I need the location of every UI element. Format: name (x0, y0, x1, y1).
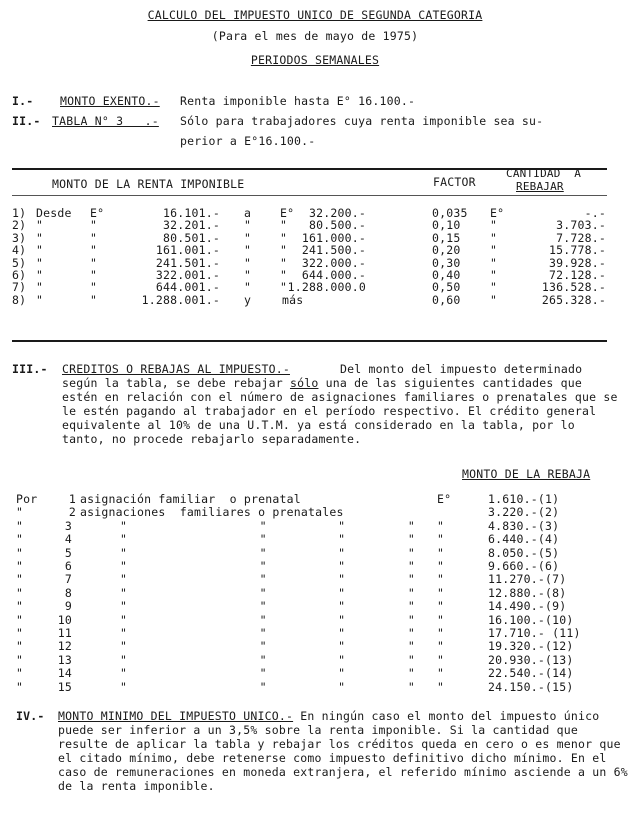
tax-row-1-cur3: E° (490, 206, 505, 220)
credit-row-14-cur: " (437, 666, 445, 681)
tax-row-7-n: 7) (12, 280, 27, 295)
tax-row-1-factor: 0,035 (432, 206, 468, 220)
document-subtitle: (Para el mes de mayo de 1975) (211, 29, 419, 43)
tax-row-5-to: 322.000.- (301, 255, 366, 270)
section-3-paragraph (62, 362, 622, 446)
tax-row-1-cur2: E° (280, 206, 295, 220)
credit-row-2-n: 2 (68, 505, 76, 520)
tax-row-5-rebajar: 39.928.- (549, 255, 606, 270)
credit-row-11-desc: " " " " (120, 626, 417, 640)
tax-row-8-cur3: " (490, 292, 498, 307)
table-header-cantidad-2: REBAJAR (516, 180, 564, 193)
section-4-number: IV.- (16, 709, 45, 723)
section-2-text-line2: perior a E°16.100.- (180, 134, 316, 148)
credit-row-6-desc: " " " " (120, 559, 417, 573)
credit-row-12-amount: 19.320.-(12) (488, 639, 574, 654)
credit-row-14-n: 14 (57, 666, 72, 681)
credit-row-7-amount: 11.270.-(7) (488, 572, 567, 587)
table-header-monto: MONTO DE LA RENTA IMPONIBLE (52, 177, 245, 191)
credit-row-2-por: " (16, 505, 24, 520)
credit-row-14-por: " (16, 666, 24, 681)
tax-row-4-cur3: " (490, 243, 498, 258)
tax-row-3-cur1: " (90, 230, 98, 245)
credit-row-15-desc: " " " " (120, 679, 417, 694)
credit-row-2-desc: asignaciones familiares o prenatales (80, 505, 344, 520)
tax-row-5-n: 5) (12, 255, 27, 270)
credit-row-12-cur: " (437, 639, 445, 654)
section-1-text: Renta imponible hasta E° 16.100.- (180, 94, 416, 108)
tax-row-3-cur2: " (280, 230, 288, 245)
credit-row-14-desc: " " " " (120, 666, 417, 681)
tax-row-4-a: " (244, 243, 252, 258)
section-4-heading: MONTO MINIMO DEL IMPUESTO UNICO.- (58, 709, 294, 723)
credit-row-11-n: 11 (57, 626, 72, 640)
credit-row-11-amount: 17.710.- (11) (488, 626, 581, 640)
section-4-text: En ningún caso el monto del impuesto único puede ser inferior a un 3,5% sobre la renta imponible. Si la cantidad que resulte de aplicar la tabla y rebajar los créditos queda en cero o es menor que el citado mínimo, debe retenerse como impuesto definitivo dicho mínimo. En el caso de remuneraciones en moneda extranjera, el referido mínimo asciende a un 6% de la renta imponible. (58, 709, 628, 793)
tax-row-3-rebajar: 7.728.- (556, 230, 606, 245)
tax-row-4-rebajar: 15.778.- (549, 243, 606, 258)
tax-row-6-a: " (244, 268, 252, 282)
tax-row-6-n: 6) (12, 268, 27, 282)
credit-row-5-n: 5 (64, 545, 72, 560)
tax-row-3-a: " (244, 230, 252, 245)
credit-row-1-amount: 1.610.-(1) (488, 492, 560, 506)
tax-row-2-n: 2) (12, 218, 27, 233)
section-2-number: II.- (12, 114, 41, 128)
credit-row-4-cur: " (437, 532, 445, 547)
credit-row-4-desc: " " " " (120, 532, 417, 547)
section-1-number: I.- (12, 94, 34, 108)
credit-row-5-desc: " " " " (120, 545, 417, 560)
tax-row-2-factor: 0,10 (432, 218, 461, 233)
credit-row-9-por: " (16, 599, 24, 614)
tax-row-1-rebajar: -.- (584, 206, 606, 220)
credit-row-1-cur: E° (437, 492, 452, 506)
tax-row-2-to: 80.500.- (309, 218, 366, 233)
tax-row-1-a: a (244, 206, 252, 220)
tax-row-3-factor: 0,15 (432, 230, 461, 245)
credit-row-3-n: 3 (64, 518, 72, 533)
credit-row-9-amount: 14.490.-(9) (488, 599, 567, 614)
credit-row-10-desc: " " " " (120, 612, 417, 627)
tax-row-6-cur3: " (490, 268, 498, 282)
credit-row-2-amount: 3.220.-(2) (488, 505, 560, 520)
credit-row-4-amount: 6.440.-(4) (488, 532, 560, 547)
credit-row-8-por: " (16, 585, 24, 600)
tax-row-7-to: 1.288.000.0 (287, 280, 366, 295)
credit-row-3-cur: " (437, 518, 445, 533)
credit-row-6-n: 6 (64, 559, 72, 573)
credit-row-10-por: " (16, 612, 24, 627)
credit-row-4-por: " (16, 532, 24, 547)
tax-row-2-rebajar: 3.703.- (556, 218, 606, 233)
credit-row-1-por: Por (16, 492, 38, 506)
table-header-factor: FACTOR (433, 175, 476, 189)
credit-row-8-desc: " " " " (120, 585, 417, 600)
credit-row-7-desc: " " " " (120, 572, 417, 587)
tax-row-3-from: 80.501.- (163, 230, 220, 245)
table-bottom-rule (12, 340, 607, 342)
credit-row-2-cur (437, 506, 451, 519)
tax-row-3-n: 3) (12, 230, 27, 245)
credit-row-5-amount: 8.050.-(5) (488, 545, 560, 560)
credit-row-13-por: " (16, 652, 24, 667)
tax-row-7-a: " (244, 280, 252, 295)
tax-row-1-to: 32.200.- (309, 206, 366, 220)
tax-row-4-n: 4) (12, 243, 27, 258)
credit-row-8-n: 8 (64, 585, 72, 600)
section-3-number: III.- (12, 362, 48, 376)
tax-row-3-to: 161.000.- (301, 230, 366, 245)
section-3-text-intro: Del monto del impuesto determinado según la tabla, se debe rebajar (62, 362, 583, 390)
tax-row-8-from: 1.288.001.- (141, 292, 220, 307)
credit-row-13-cur: " (437, 652, 445, 667)
tax-row-4-cur1: " (90, 243, 98, 258)
credit-row-10-n: 10 (57, 612, 72, 627)
tax-row-8-to: más (282, 292, 304, 307)
tax-row-7-cur3: " (490, 280, 498, 295)
credit-row-4-n: 4 (64, 532, 72, 547)
tax-row-5-desde: " (36, 255, 44, 270)
credit-row-15-amount: 24.150.-(15) (488, 679, 574, 694)
credit-row-7-por: " (16, 572, 24, 587)
credit-row-5-por: " (16, 545, 24, 560)
credit-row-3-desc: " " " " (120, 518, 417, 533)
tax-row-4-from: 161.001.- (155, 243, 220, 258)
credit-row-6-cur: " (437, 559, 445, 573)
document-title: CALCULO DEL IMPUESTO UNICO DE SEGUNDA CATEGORIA (147, 8, 483, 22)
credit-row-6-por: " (16, 559, 24, 573)
table-header-cantidad-1: CANTIDAD A (506, 167, 582, 180)
tax-row-5-factor: 0,30 (432, 255, 461, 270)
tax-row-2-desde: " (36, 218, 44, 233)
tax-row-8-n: 8) (12, 292, 27, 307)
tax-row-1-n: 1) (12, 206, 27, 220)
tax-row-2-cur1: " (90, 218, 98, 233)
credit-row-10-cur: " (437, 612, 445, 627)
credit-row-8-amount: 12.880.-(8) (488, 585, 567, 600)
credit-row-6-amount: 9.660.-(6) (488, 559, 560, 573)
section-3-text-rest: una de las siguientes cantidades que estén en relación con el número de asignaciones familiares o prenatales que se le estén pagando al trabajador en el período respectivo. El crédito general equivalente al 10% de una U.T.M. ya está considerado en la tabla, por lo tanto, no procede rebajarlo separadamente. (62, 376, 618, 446)
tax-row-1-from: 16.101.- (163, 206, 220, 220)
tax-row-3-desde: " (36, 230, 44, 245)
tax-row-1-cur1: E° (90, 206, 105, 220)
tax-row-6-from: 322.001.- (155, 268, 220, 282)
credit-row-15-por: " (16, 679, 24, 694)
tax-row-1-desde: Desde (36, 206, 72, 220)
period-label: PERIODOS SEMANALES (250, 53, 380, 67)
rebaja-column-header: MONTO DE LA REBAJA (462, 467, 591, 481)
credit-row-15-n: 15 (57, 679, 72, 694)
tax-row-7-factor: 0,50 (432, 280, 461, 295)
credit-row-12-n: 12 (57, 639, 72, 654)
section-3-heading: CREDITOS O REBAJAS AL IMPUESTO.- (62, 362, 290, 376)
tax-row-7-desde: " (36, 280, 44, 295)
tax-row-8-factor: 0,60 (432, 292, 461, 307)
credit-row-13-desc: " " " " (120, 652, 417, 667)
tax-row-8-rebajar: 265.328.- (541, 292, 606, 307)
tax-row-6-cur1: " (90, 268, 98, 282)
tax-row-7-rebajar: 136.528.- (541, 280, 606, 295)
tax-row-5-cur2: " (280, 255, 288, 270)
credit-row-9-desc: " " " " (120, 599, 417, 614)
tax-row-6-cur2: " (280, 268, 288, 282)
credit-row-3-por: " (16, 518, 24, 533)
section-3-text-emph: sólo (289, 376, 319, 390)
credit-row-1-n: 1 (68, 492, 76, 506)
credit-row-8-cur: " (437, 585, 445, 600)
credit-row-10-amount: 16.100.-(10) (488, 612, 574, 627)
tax-row-4-desde: " (36, 243, 44, 258)
tax-row-4-cur2: " (280, 243, 288, 258)
section-2-text-line1: Sólo para trabajadores cuya renta imponible sea su- (180, 114, 544, 128)
credit-row-12-desc: " " " " (120, 639, 417, 654)
tax-row-7-cur2: " (280, 280, 288, 295)
tax-row-6-factor: 0,40 (432, 268, 461, 282)
tax-row-7-cur1: " (90, 280, 98, 295)
credit-row-7-n: 7 (64, 572, 72, 587)
tax-row-6-rebajar: 72.128.- (549, 268, 606, 282)
tax-row-4-factor: 0,20 (432, 243, 461, 258)
credit-row-13-amount: 20.930.-(13) (488, 652, 574, 667)
section-1-heading: MONTO EXENTO.- (60, 94, 160, 108)
credit-row-7-cur: " (437, 572, 445, 587)
credit-row-15-cur: " (437, 679, 445, 694)
section-4-paragraph (58, 709, 630, 793)
tax-row-6-desde: " (36, 268, 44, 282)
credit-row-3-amount: 4.830.-(3) (488, 518, 560, 533)
credit-row-11-cur: " (437, 626, 445, 640)
credit-row-9-cur: " (437, 599, 445, 614)
tax-row-8-desde: " (36, 292, 44, 307)
tax-row-7-from: 644.001.- (155, 280, 220, 295)
credit-row-12-por: " (16, 639, 24, 654)
tax-row-2-from: 32.201.- (163, 218, 220, 233)
tax-row-5-a: " (244, 255, 252, 270)
credit-row-9-n: 9 (64, 599, 72, 614)
credit-row-13-n: 13 (57, 652, 72, 667)
credit-row-5-cur: " (437, 545, 445, 560)
section-2-heading: TABLA N° 3 .- (52, 114, 159, 128)
tax-row-8-cur1: " (90, 292, 98, 307)
tax-row-4-to: 241.500.- (301, 243, 366, 258)
tax-row-3-cur3: " (490, 230, 498, 245)
table-header-rule (12, 195, 607, 196)
credit-row-14-amount: 22.540.-(14) (488, 666, 574, 681)
tax-row-2-cur3: " (490, 218, 498, 233)
tax-row-2-a: " (244, 218, 252, 233)
credit-row-1-desc: asignación familiar o prenatal (80, 492, 301, 506)
tax-row-2-cur2: " (280, 218, 288, 233)
tax-row-8-a: y (244, 292, 252, 307)
tax-row-6-to: 644.000.- (301, 268, 366, 282)
credit-row-11-por: " (16, 626, 24, 640)
tax-row-5-cur1: " (90, 255, 98, 270)
tax-row-5-from: 241.501.- (155, 255, 220, 270)
tax-row-5-cur3: " (490, 255, 498, 270)
